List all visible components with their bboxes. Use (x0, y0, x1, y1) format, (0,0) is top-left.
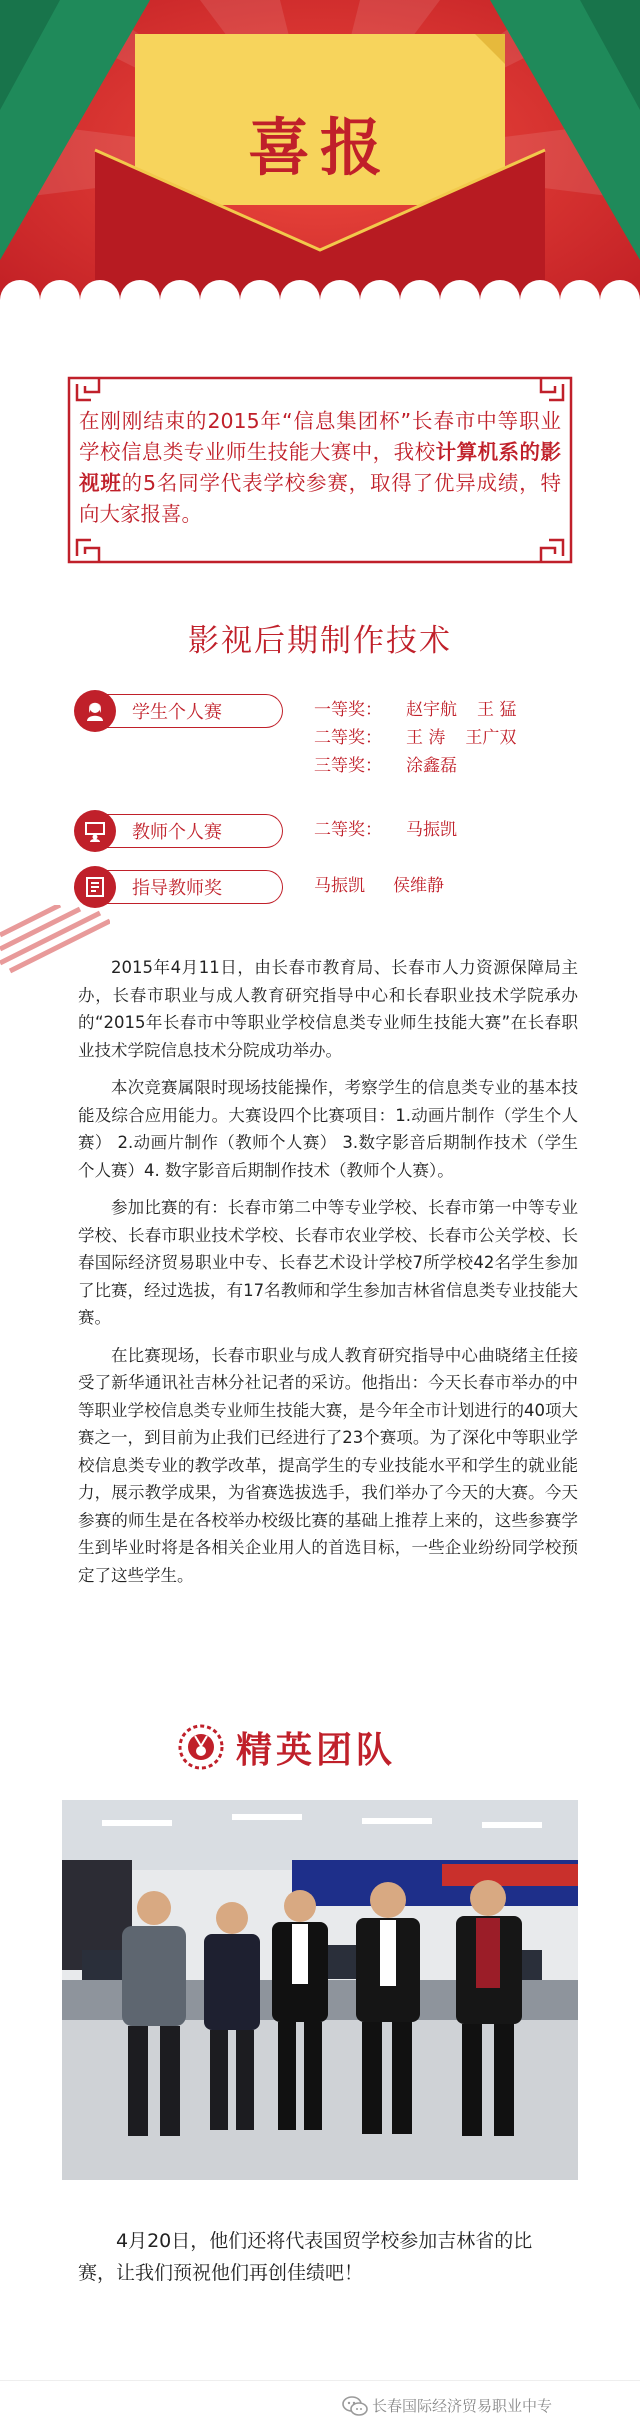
account-name[interactable]: 长春国际经济贸易职业中专 (372, 2397, 553, 2415)
category-pill (74, 690, 284, 732)
section-title: 影视后期制作技术 (188, 623, 452, 659)
winner-line: 二等奖： 王 涛 王广双 (314, 728, 517, 748)
photo-illustration (62, 1800, 578, 2180)
winner-line: 一等奖： 赵宇航 王 猛 (314, 700, 517, 720)
winner-line: 三等奖： 涂鑫磊 (314, 756, 457, 776)
footer (0, 2380, 640, 2431)
article-paragraph: 参加比赛的有：长春市第二中等专业学校、长春市第一中等专业学校、长春市职业技术学校、长春市农业学校、长春市公关学校、长春国际经济贸易职业中专、长春艺术设计学校7所学校42名学生参加了比赛，经过选拔，有17名教师和学生参加吉林省信息类专业技能大赛。 (78, 1198, 578, 1327)
category-label: 教师个人赛 (132, 822, 222, 843)
team-title: 精英团队 (236, 1729, 397, 1771)
award-row-teacher (74, 810, 594, 856)
winner-line: 马振凯 侯维静 (314, 876, 444, 896)
article-paragraph: 在比赛现场，长春市职业与成人教育研究指导中心曲晓绪主任接受了新华通讯社吉林分社记者的采访。他指出：今天长春市举办的中等职业学校信息类专业师生技能大赛，是今年全市计划进行的40项大赛之一，到目前为止我们已经进行了23个赛项。为了深化中等职业学校信息类专业的教学改革，提高学生的专业技能水平和学生的就业能力，展示教学成果，为省赛选拔选手，我们举办了今天的大赛。今天参赛的师生是在各校举办校级比赛的基础上推荐上来的，这些参赛学生到毕业时将是各相关企业用人的首选目标，一些企业纷纷同学校预定了这些学生。 (78, 1345, 578, 1585)
article-body (78, 954, 578, 1599)
announcement-text (79, 406, 561, 530)
award-row-guide (74, 866, 594, 912)
guide-icon (74, 866, 116, 908)
announcement-highlight: 计算机系的影视班 (79, 440, 562, 495)
winner-line: 二等奖： 马振凯 (314, 820, 457, 840)
announcement-lead: 在刚刚结束的2015年“信息集团杯”长春市中等职业学校信息类专业师生技能大赛中，我校 (79, 409, 561, 464)
category-pill (74, 866, 284, 908)
award-row-student (74, 690, 594, 800)
category-label: 学生个人赛 (132, 702, 222, 723)
team-header (0, 1720, 640, 1780)
team-photo (62, 1800, 578, 2180)
page-title: 喜报 (247, 111, 392, 184)
closing-text: 4月20日，他们还将代表国贸学校参加吉林省的比赛，让我们预祝他们再创佳绩吧！ (78, 2230, 533, 2284)
medal-icon (176, 1722, 226, 1772)
category-pill (74, 810, 284, 852)
wechat-icon (342, 2395, 368, 2417)
announcement-frame (65, 370, 575, 570)
teacher-icon (74, 810, 116, 852)
article-paragraph: 2015年4月11日，由长春市教育局、长春市人力资源保障局主办，长春市职业与成人教育研究指导中心和长春职业技术学院承办的“2015年长春市中等职业学校信息类专业师生技能大赛”在长春职业技术学院信息技术分院成功举办。 (78, 958, 578, 1060)
female-student-icon (74, 690, 116, 732)
announcement-tail: 的5名同学代表学校参赛，取得了优异成绩，特向大家报喜。 (79, 471, 562, 526)
winner-list (314, 816, 477, 844)
winner-list (314, 872, 464, 900)
winner-list (314, 696, 536, 780)
hero-banner (0, 0, 640, 330)
category-label: 指导教师奖 (132, 878, 222, 899)
article-paragraph: 本次竞赛属限时现场技能操作，考察学生的信息类专业的基本技能及综合应用能力。大赛设四个比赛项目：1.动画片制作（学生个人赛） 2.动画片制作（教师个人赛） 3.数字影音后期制作技术（学生个人赛）4. 数字影音后期制作技术（教师个人赛）。 (78, 1078, 578, 1180)
